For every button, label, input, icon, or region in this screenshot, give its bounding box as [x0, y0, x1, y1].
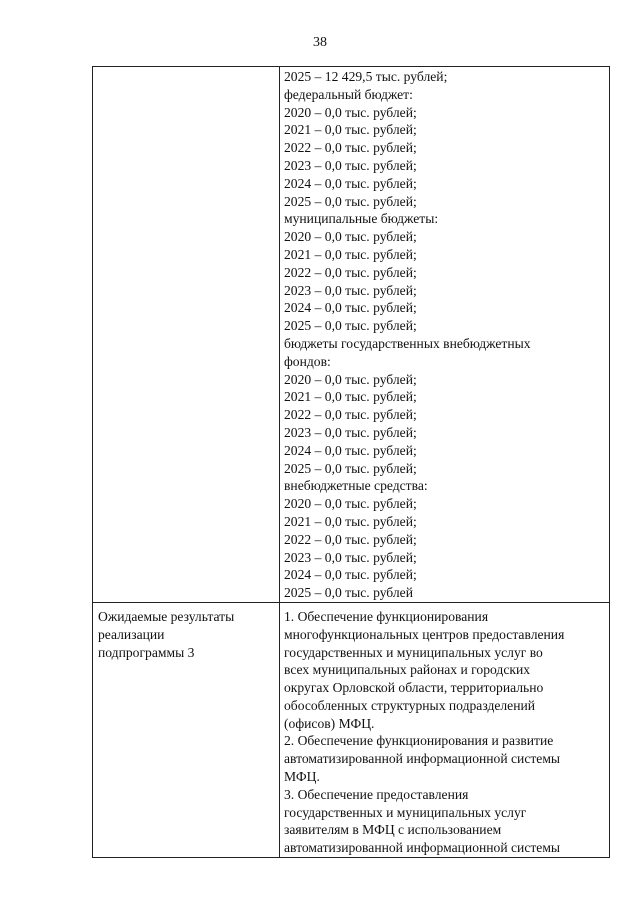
- funding-line: 2022 – 0,0 тыс. рублей;: [284, 264, 417, 280]
- funding-line: 2022 – 0,0 тыс. рублей;: [284, 531, 417, 547]
- results-label-cell: [93, 602, 280, 857]
- funding-line: 2020 – 0,0 тыс. рублей;: [284, 371, 417, 387]
- result-line: 2. Обеспечение функционирования и развитие: [284, 733, 554, 749]
- result-line: многофункциональных центров предоставления: [284, 626, 565, 642]
- result-line: 1. Обеспечение функционирования: [284, 608, 489, 624]
- funding-line: федеральный бюджет:: [284, 86, 413, 102]
- funding-line: 2025 – 12 429,5 тыс. рублей;: [284, 69, 448, 84]
- funding-label-cell: [93, 67, 280, 603]
- funding-line: 2023 – 0,0 тыс. рублей;: [284, 282, 417, 298]
- result-line: автоматизированной информационной системы: [284, 840, 561, 856]
- result-line: обособленных структурных подразделений: [284, 697, 536, 713]
- results-label-line: Ожидаемые результаты: [98, 608, 235, 624]
- results-value-cell: [280, 602, 610, 857]
- funding-line: 2020 – 0,0 тыс. рублей;: [284, 496, 417, 512]
- result-line: 3. Обеспечение предоставления: [284, 786, 469, 802]
- funding-value-cell: [280, 67, 610, 603]
- funding-line: 2024 – 0,0 тыс. рублей;: [284, 567, 417, 583]
- result-line: государственных и муниципальных услуг: [284, 804, 527, 820]
- funding-line: 2020 – 0,0 тыс. рублей;: [284, 229, 417, 245]
- results-label-line: подпрограммы 3: [98, 644, 195, 660]
- funding-line: 2024 – 0,0 тыс. рублей;: [284, 442, 417, 458]
- funding-line: муниципальные бюджеты:: [284, 211, 439, 227]
- funding-line: 2025 – 0,0 тыс. рублей;: [284, 193, 417, 209]
- funding-line: 2023 – 0,0 тыс. рублей;: [284, 549, 417, 565]
- funding-line: 2025 – 0,0 тыс. рублей;: [284, 318, 417, 334]
- results-row: [93, 602, 610, 857]
- result-line: заявителям в МФЦ с использованием: [284, 822, 502, 838]
- result-line: МФЦ.: [284, 769, 320, 785]
- funding-line: 2025 – 0,0 тыс. рублей;: [284, 460, 417, 476]
- funding-line: 2022 – 0,0 тыс. рублей;: [284, 140, 417, 156]
- funding-line: 2025 – 0,0 тыс. рублей: [284, 585, 413, 601]
- funding-line: 2020 – 0,0 тыс. рублей;: [284, 104, 417, 120]
- funding-line: 2024 – 0,0 тыс. рублей;: [284, 300, 417, 316]
- funding-row: [93, 67, 610, 603]
- result-line: всех муниципальных районах и городских: [284, 662, 531, 678]
- funding-line: 2021 – 0,0 тыс. рублей;: [284, 389, 417, 405]
- result-line: округах Орловской области, территориально: [284, 680, 544, 696]
- funding-line: 2021 – 0,0 тыс. рублей;: [284, 513, 417, 529]
- funding-line: 2021 – 0,0 тыс. рублей;: [284, 122, 417, 138]
- funding-line: 2023 – 0,0 тыс. рублей;: [284, 424, 417, 440]
- result-line: государственных и муниципальных услуг во: [284, 644, 543, 660]
- funding-line: фондов:: [284, 353, 331, 369]
- funding-line: 2022 – 0,0 тыс. рублей;: [284, 407, 417, 423]
- funding-line: бюджеты государственных внебюджетных: [284, 335, 531, 351]
- result-line: автоматизированной информационной системы: [284, 751, 561, 767]
- funding-line: 2021 – 0,0 тыс. рублей;: [284, 246, 417, 262]
- funding-line: 2024 – 0,0 тыс. рублей;: [284, 175, 417, 191]
- funding-line: 2023 – 0,0 тыс. рублей;: [284, 157, 417, 173]
- subprogram-passport-table: [92, 66, 610, 858]
- page-number: 38: [313, 35, 327, 50]
- funding-line: внебюджетные средства:: [284, 478, 428, 494]
- result-line: (офисов) МФЦ.: [284, 715, 375, 731]
- results-label-line: реализации: [98, 626, 165, 642]
